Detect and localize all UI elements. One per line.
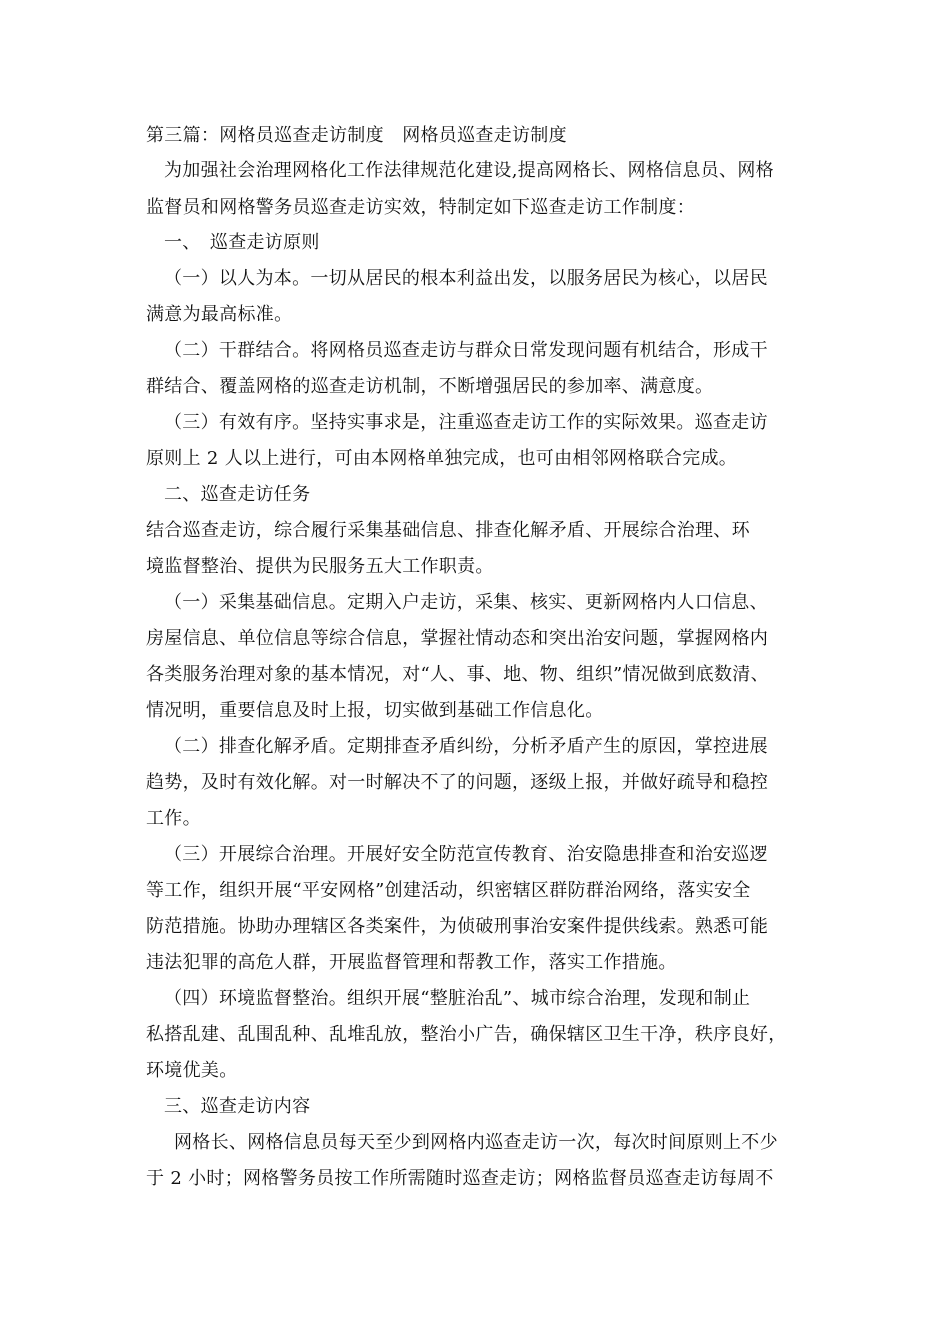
- paragraph-line: 环境优美。: [146, 1060, 238, 1081]
- paragraph-line: 各类服务治理对象的基本情况，对“人、事、地、物、组织”情况做到底数清、: [146, 664, 769, 685]
- paragraph-line: 结合巡查走访，综合履行采集基础信息、排查化解矛盾、开展综合治理、环: [146, 520, 750, 541]
- paragraph-line: 房屋信息、单位信息等综合信息，掌握社情动态和突出治安问题，掌握网格内: [146, 628, 769, 649]
- document-title: 第三篇：网格员巡查走访制度 网格员巡查走访制度: [146, 125, 567, 146]
- section-heading: 二、巡查走访任务: [164, 484, 311, 505]
- paragraph-line: （一）采集基础信息。定期入户走访，采集、核实、更新网格内人口信息、: [164, 592, 768, 613]
- paragraph-line: 满意为最高标准。: [146, 304, 293, 325]
- paragraph-line: 监督员和网格警务员巡查走访实效，特制定如下巡查走访工作制度：: [146, 197, 695, 218]
- paragraph-line: 境监督整治、提供为民服务五大工作职责。: [146, 556, 494, 577]
- paragraph-line: （三）开展综合治理。开展好安全防范宣传教育、治安隐患排查和治安巡逻: [164, 844, 768, 865]
- paragraph-line: 防范措施。协助办理辖区各类案件，为侦破刑事治安案件提供线索。熟悉可能: [146, 916, 769, 937]
- paragraph-line: 群结合、覆盖网格的巡查走访机制，不断增强居民的参加率、满意度。: [146, 376, 714, 397]
- paragraph-line: 等工作，组织开展“平安网格”创建活动，织密辖区群防群治网络，落实安全: [146, 880, 751, 901]
- paragraph-line: （一）以人为本。一切从居民的根本利益出发，以服务居民为核心，以居民: [164, 268, 768, 289]
- paragraph-line: （三）有效有序。坚持实事求是，注重巡查走访工作的实际效果。巡查走访: [164, 412, 768, 433]
- paragraph-line: 为加强社会治理网格化工作法律规范化建设,提高网格长、网格信息员、网格: [164, 160, 774, 181]
- paragraph-line: 违法犯罪的高危人群，开展监督管理和帮教工作，落实工作措施。: [146, 952, 677, 973]
- section-heading: 一、 巡查走访原则: [164, 232, 320, 253]
- paragraph-line: 工作。: [146, 808, 201, 829]
- paragraph-line: 趋势，及时有效化解。对一时解决不了的问题，逐级上报，并做好疏导和稳控: [146, 772, 769, 793]
- paragraph-line: 网格长、网格信息员每天至少到网格内巡查走访一次，每次时间原则上不少: [174, 1132, 778, 1153]
- paragraph-line: 原则上 2 人以上进行，可由本网格单独完成，也可由相邻网格联合完成。: [146, 448, 738, 469]
- section-heading: 三、巡查走访内容: [164, 1096, 311, 1117]
- paragraph-line: （四）环境监督整治。组织开展“整脏治乱”、城市综合治理，发现和制止: [164, 988, 751, 1009]
- paragraph-line: （二）干群结合。将网格员巡查走访与群众日常发现问题有机结合，形成干: [164, 340, 768, 361]
- paragraph-line: 情况明，重要信息及时上报，切实做到基础工作信息化。: [146, 700, 604, 721]
- paragraph-line: 于 2 小时；网格警务员按工作所需随时巡查走访；网格监督员巡查走访每周不: [146, 1168, 774, 1189]
- paragraph-line: 私搭乱建、乱围乱种、乱堆乱放，整治小广告，确保辖区卫生干净，秩序良好，: [146, 1024, 787, 1045]
- paragraph-line: （二）排查化解矛盾。定期排查矛盾纠纷，分析矛盾产生的原因，掌控进展: [164, 736, 768, 757]
